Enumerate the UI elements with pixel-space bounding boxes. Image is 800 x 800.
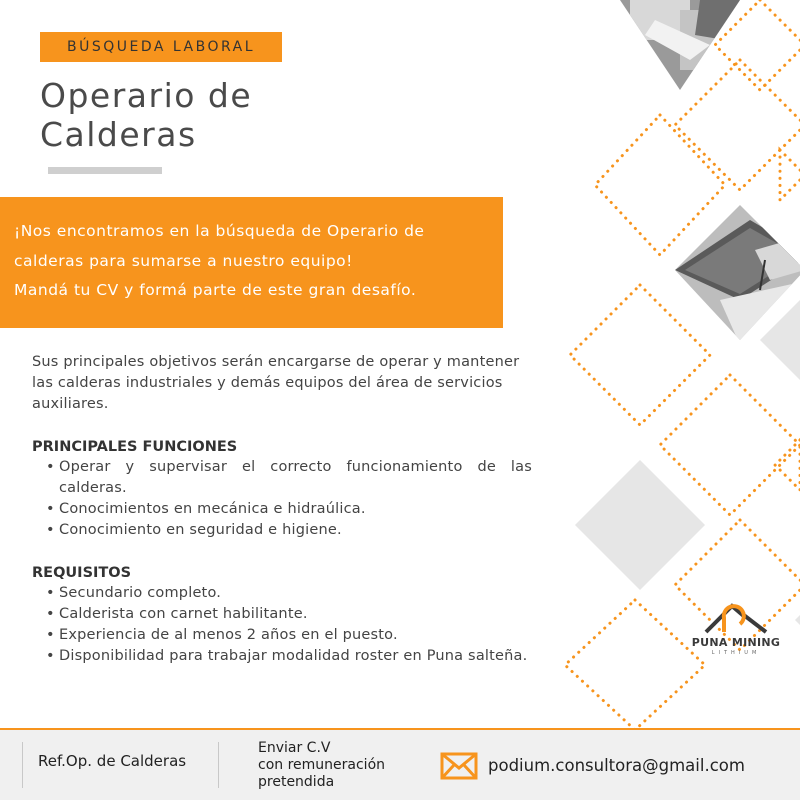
banner-line-1: ¡Nos encontramos en la búsqueda de Operario de bbox=[14, 222, 425, 240]
list-item: • Operar y supervisar el correcto funcionamiento de las calderas. bbox=[46, 457, 532, 499]
logo-tagline: LITHIUM bbox=[711, 650, 761, 656]
job-title-line-2: Calderas bbox=[40, 115, 197, 154]
send-line-2: con remuneración bbox=[258, 757, 386, 773]
functions-list bbox=[46, 457, 532, 541]
list-item: • Experiencia de al menos 2 años en el puesto. bbox=[46, 625, 532, 646]
dotted-diamond bbox=[565, 600, 705, 730]
send-line-1: Enviar C.V bbox=[258, 740, 331, 756]
logo-name: PUNA MINING bbox=[691, 636, 781, 649]
dotted-diamond bbox=[660, 375, 800, 515]
job-search-badge: BÚSQUEDA LABORAL bbox=[40, 32, 282, 62]
list-item: • Calderista con carnet habilitante. bbox=[46, 604, 532, 625]
mountain-logo-icon bbox=[688, 598, 784, 634]
banner-line-2: calderas para sumarse a nuestro equipo! bbox=[14, 251, 353, 270]
requirements-list bbox=[46, 583, 532, 667]
list-item: • Secundario completo. bbox=[46, 583, 532, 604]
title-underline bbox=[48, 167, 162, 174]
footer bbox=[0, 730, 800, 800]
intro-banner bbox=[0, 197, 503, 328]
puna-mining-logo bbox=[688, 598, 784, 656]
footer-separator bbox=[22, 742, 23, 788]
send-line-3: pretendida bbox=[258, 774, 335, 790]
objectives-paragraph: Sus principales objetivos serán encargarse de operar y mantener las calderas industriales y demás equipos del área de servicios auxiliares. bbox=[32, 354, 520, 412]
requirements-heading: REQUISITOS bbox=[32, 565, 132, 581]
job-description bbox=[32, 352, 532, 667]
list-item: • Conocimiento en seguridad e higiene. bbox=[46, 520, 532, 541]
banner-line-3: Mandá tu CV y formá parte de este gran desafío. bbox=[14, 281, 417, 299]
list-item: • Disponibilidad para trabajar modalidad roster en Puna salteña. bbox=[46, 646, 532, 667]
job-title bbox=[40, 76, 440, 154]
mail-icon bbox=[440, 752, 478, 780]
photo-diamond-top bbox=[610, 0, 750, 95]
functions-heading: PRINCIPALES FUNCIONES bbox=[32, 439, 238, 455]
job-title-line-1: Operario de bbox=[40, 76, 253, 115]
send-cv-instructions bbox=[258, 740, 428, 791]
contact-email-link[interactable]: podium.consultora@gmail.com bbox=[488, 756, 745, 775]
dotted-diamond bbox=[780, 150, 800, 200]
dotted-diamond bbox=[595, 115, 725, 255]
gray-diamond bbox=[795, 610, 800, 630]
dotted-diamond bbox=[570, 285, 710, 425]
footer-separator bbox=[218, 742, 219, 788]
reference-text: Ref.Op. de Calderas bbox=[38, 752, 187, 770]
gray-diamond bbox=[575, 460, 705, 590]
list-item: • Conocimientos en mecánica e hidraúlica. bbox=[46, 499, 532, 520]
